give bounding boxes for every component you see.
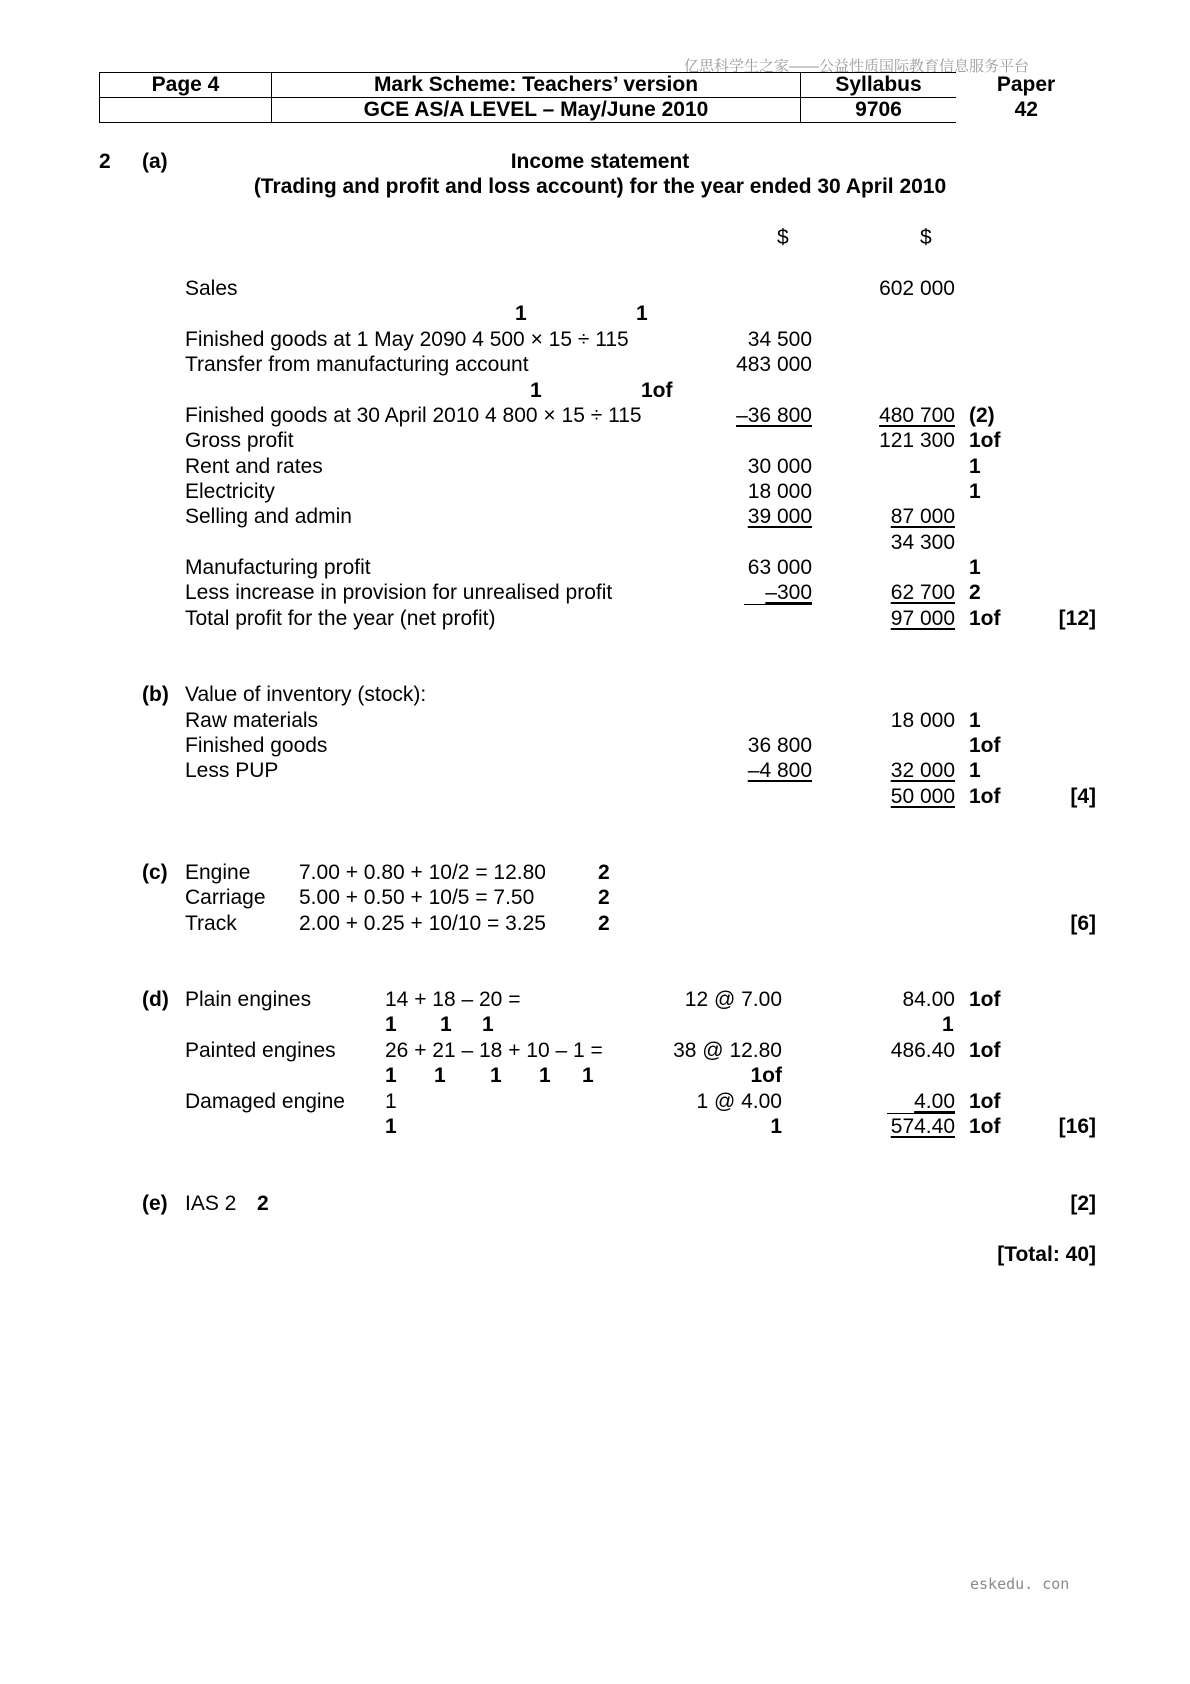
finished-goods-value: 36 800 <box>747 734 812 757</box>
damaged-engine-qty: 1 @ 4.00 <box>696 1090 782 1113</box>
fg-opening-value: 34 500 <box>747 328 812 351</box>
rent-value: 30 000 <box>747 455 812 478</box>
cost-calculation: 5.00 + 0.50 + 10/5 = 7.50 <box>299 886 535 909</box>
less-pup-total: 32 000 <box>890 759 955 782</box>
footer-watermark: eskedu. con <box>970 1575 1070 1593</box>
mark: 1 <box>636 302 648 325</box>
mark: 2 <box>598 912 610 935</box>
damaged-engine-value: 4.00 <box>914 1090 955 1113</box>
mark: (2) <box>969 404 995 427</box>
fg-opening-label: Finished goods at 1 May 2090 4 500 × 15 ÷ 115 <box>185 328 629 351</box>
header-page: Page 4 <box>100 73 272 98</box>
part-c-label: (c) <box>142 861 168 884</box>
part-e-label: (e) <box>142 1192 168 1215</box>
part-d-label: (d) <box>142 988 169 1011</box>
fg-closing-value: –36 800 <box>736 404 812 427</box>
mark: 1of <box>969 734 1001 757</box>
header-syllabus-label: Syllabus <box>801 73 957 98</box>
mark: 1 <box>582 1064 594 1087</box>
header-paper-label: Paper <box>996 73 1056 96</box>
damaged-engine-label: Damaged engine <box>185 1090 345 1113</box>
ias-answer: IAS 2 <box>185 1192 237 1215</box>
rent-label: Rent and rates <box>185 455 323 478</box>
raw-materials-label: Raw materials <box>185 709 319 732</box>
cost-item: Engine <box>185 861 251 884</box>
mark: 1of <box>969 1115 1001 1138</box>
header-subtitle: GCE AS/A LEVEL – May/June 2010 <box>272 98 801 123</box>
mark: 2 <box>969 581 981 604</box>
cost-calculation: 7.00 + 0.80 + 10/2 = 12.80 <box>299 861 546 884</box>
selling-admin-value: 39 000 <box>747 505 812 528</box>
total-profit-label: Total profit for the year (net profit) <box>185 607 496 630</box>
mark: 1of <box>969 785 1001 808</box>
cost-calculation: 2.00 + 0.25 + 10/10 = 3.25 <box>299 912 546 935</box>
watermark: 亿思科学生之家——公益性质国际教育信息服务平台 <box>684 58 1030 75</box>
transfer-value: 483 000 <box>736 353 812 376</box>
mark: 1 <box>490 1064 502 1087</box>
plain-engines-value: 84.00 <box>902 988 955 1011</box>
question-number: 2 <box>99 150 111 173</box>
header-table <box>99 72 1097 123</box>
mark: 1 <box>539 1064 551 1087</box>
cost-item: Track <box>185 912 237 935</box>
painted-engines-calc: 26 + 21 – 18 + 10 – 1 = <box>385 1039 603 1062</box>
mark: 1 <box>969 759 981 782</box>
part-d-marks: [16] <box>1058 1115 1096 1138</box>
plain-engines-qty: 12 @ 7.00 <box>684 988 782 1011</box>
unrealised-profit-label: Less increase in provision for unrealised profit <box>185 581 613 604</box>
electricity-label: Electricity <box>185 480 275 503</box>
header-syllabus: 9706 <box>801 98 957 123</box>
mark: 1 <box>770 1115 782 1138</box>
statement-title: Income statement <box>510 150 690 173</box>
column-header-1: $ <box>777 226 789 249</box>
mark: 2 <box>257 1192 269 1215</box>
mark: 2 <box>598 886 610 909</box>
cost-item: Carriage <box>185 886 266 909</box>
mark: 1 <box>434 1064 446 1087</box>
part-a-marks: [12] <box>1058 607 1096 630</box>
column-header-2: $ <box>920 226 932 249</box>
mark: 1of <box>969 607 1001 630</box>
sales-value: 602 000 <box>879 277 955 300</box>
manufacturing-profit-value: 63 000 <box>747 556 812 579</box>
unrealised-profit-total: 62 700 <box>890 581 955 604</box>
inventory-total: 50 000 <box>890 785 955 808</box>
valuation-total: 574.40 <box>890 1115 955 1138</box>
mark: 2 <box>598 861 610 884</box>
plain-engines-calc: 14 + 18 – 20 = <box>385 988 521 1011</box>
total-profit-value: 97 000 <box>890 607 955 630</box>
unrealised-profit-value: –300 <box>765 581 812 604</box>
header-empty-cell <box>100 98 272 123</box>
mark: 1of <box>969 988 1001 1011</box>
part-c-marks: [6] <box>1070 912 1096 935</box>
trading-subtotal: 34 300 <box>890 531 955 554</box>
expenses-total: 87 000 <box>890 505 955 528</box>
question-total: [Total: 40] <box>997 1243 1096 1266</box>
mark: 1of <box>969 429 1001 452</box>
electricity-value: 18 000 <box>747 480 812 503</box>
part-b-label: (b) <box>142 683 169 706</box>
part-b-marks: [4] <box>1070 785 1096 808</box>
painted-engines-qty: 38 @ 12.80 <box>673 1039 782 1062</box>
painted-engines-value: 486.40 <box>890 1039 955 1062</box>
mark: 1 <box>530 379 542 402</box>
mark: 1of <box>969 1039 1001 1062</box>
plain-engines-label: Plain engines <box>185 988 312 1011</box>
sales-label: Sales <box>185 277 238 300</box>
less-pup-value: –4 800 <box>747 759 812 782</box>
mark: 1 <box>942 1013 954 1036</box>
underline-rule <box>744 604 812 605</box>
gross-profit-label: Gross profit <box>185 429 294 452</box>
mark: 1 <box>440 1013 452 1036</box>
mark: 1of <box>969 1090 1001 1113</box>
header-paper: 42 <box>1014 98 1038 121</box>
mark: 1 <box>969 556 981 579</box>
fg-closing-label: Finished goods at 30 April 2010 4 800 × 15 ÷ 115 <box>185 404 642 427</box>
inventory-heading: Value of inventory (stock): <box>185 683 427 706</box>
header-title: Mark Scheme: Teachers’ version <box>272 73 801 98</box>
mark: 1 <box>385 1013 397 1036</box>
transfer-label: Transfer from manufacturing account <box>185 353 529 376</box>
selling-admin-label: Selling and admin <box>185 505 352 528</box>
mark: 1 <box>969 709 981 732</box>
mark: 1 <box>969 455 981 478</box>
mark: 1 <box>482 1013 494 1036</box>
statement-subtitle: (Trading and profit and loss account) for the year ended 30 April 2010 <box>253 175 947 198</box>
painted-engines-label: Painted engines <box>185 1039 336 1062</box>
manufacturing-profit-label: Manufacturing profit <box>185 556 371 579</box>
cost-of-sales-total: 480 700 <box>879 404 955 427</box>
mark: 1 <box>385 1064 397 1087</box>
less-pup-label: Less PUP <box>185 759 279 782</box>
mark: 1of <box>641 379 673 402</box>
mark: 1 <box>515 302 527 325</box>
finished-goods-label: Finished goods <box>185 734 328 757</box>
gross-profit-value: 121 300 <box>879 429 955 452</box>
mark: 1 <box>969 480 981 503</box>
underline-rule <box>887 1113 955 1114</box>
part-e-marks: [2] <box>1070 1192 1096 1215</box>
part-a-label: (a) <box>142 150 168 173</box>
raw-materials-value: 18 000 <box>890 709 955 732</box>
mark: 1 <box>385 1115 397 1138</box>
damaged-engine-calc: 1 <box>385 1090 397 1113</box>
mark: 1of <box>750 1064 782 1087</box>
